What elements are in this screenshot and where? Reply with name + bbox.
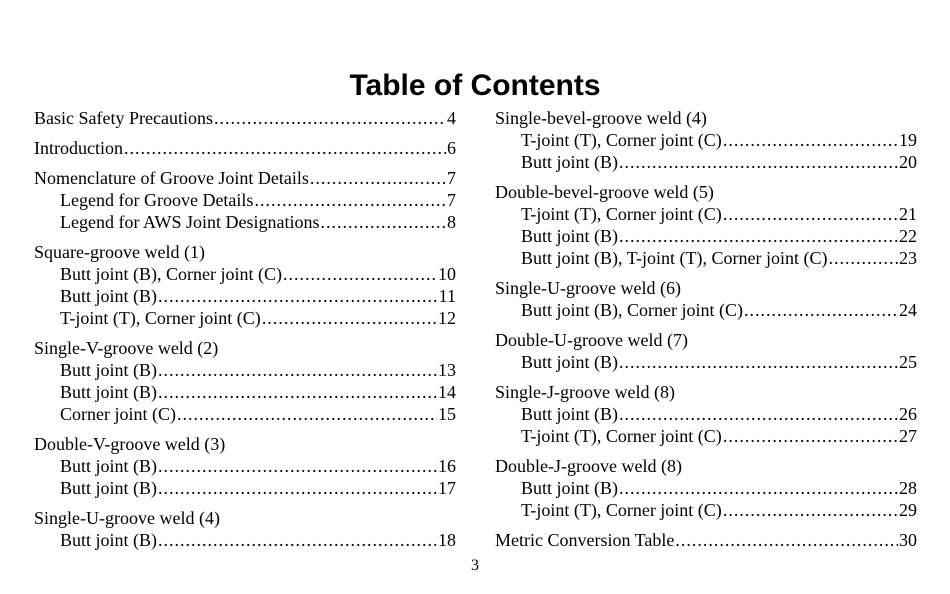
- toc-entry-label: Butt joint (B): [60, 360, 158, 380]
- toc-entry-label: Double-V-groove weld (3): [34, 434, 226, 454]
- dot-leader: [828, 247, 898, 269]
- toc-entry-page: 6: [447, 138, 456, 158]
- toc-entry-page: 14: [438, 382, 456, 402]
- toc-entry-page: 28: [899, 478, 917, 498]
- toc-entry[interactable]: [34, 359, 456, 381]
- dot-leader: [158, 455, 437, 477]
- toc-entry-page: 25: [899, 352, 917, 372]
- dot-leader: [310, 167, 446, 189]
- toc-entry-page: 13: [438, 360, 456, 380]
- toc-entry[interactable]: [34, 529, 456, 551]
- toc-section-heading: [495, 329, 917, 351]
- toc-section-heading: [495, 181, 917, 203]
- toc-entry-page: 16: [438, 456, 456, 476]
- toc-entry-page: 27: [899, 426, 917, 446]
- toc-section-heading: [34, 433, 456, 455]
- toc-entry-label: Butt joint (B): [521, 352, 619, 372]
- dot-leader: [619, 403, 898, 425]
- page-number: 3: [471, 557, 479, 574]
- toc-entry-page: 7: [447, 190, 456, 210]
- dot-leader: [744, 299, 898, 321]
- toc-section-heading: [495, 381, 917, 403]
- toc-entry-label: Legend for Groove Details: [60, 190, 254, 210]
- toc-entry-page: 19: [899, 130, 917, 150]
- toc-entry[interactable]: [34, 211, 456, 233]
- toc-entry-label: Double-J-groove weld (8): [495, 456, 682, 476]
- dot-leader: [177, 403, 437, 425]
- toc-entry-label: Butt joint (B): [60, 456, 158, 476]
- toc-entry-label: Butt joint (B), T-joint (T), Corner joint (C): [521, 248, 828, 268]
- dot-leader: [723, 203, 898, 225]
- toc-entry[interactable]: [495, 529, 917, 551]
- toc-entry-label: Butt joint (B): [521, 152, 619, 172]
- toc-entry[interactable]: [34, 455, 456, 477]
- toc-entry[interactable]: [34, 381, 456, 403]
- toc-entry-label: T-joint (T), Corner joint (C): [521, 204, 722, 224]
- toc-entry-page: 12: [438, 308, 456, 328]
- toc-entry-label: Nomenclature of Groove Joint Details: [34, 168, 309, 188]
- toc-entry-page: 30: [899, 530, 917, 550]
- toc-entry-label: Butt joint (B): [521, 404, 619, 424]
- toc-entry[interactable]: [495, 403, 917, 425]
- dot-leader: [158, 381, 437, 403]
- dot-leader: [158, 529, 437, 551]
- toc-entry-label: Corner joint (C): [60, 404, 176, 424]
- toc-entry-page: 22: [899, 226, 917, 246]
- toc-entry[interactable]: [34, 263, 456, 285]
- toc-entry[interactable]: [34, 285, 456, 307]
- toc-entry-label: Double-bevel-groove weld (5): [495, 182, 714, 202]
- toc-entry-page: 11: [438, 286, 456, 306]
- dot-leader: [158, 359, 437, 381]
- toc-entry-label: Single-J-groove weld (8): [495, 382, 675, 402]
- toc-entry-page: 26: [899, 404, 917, 424]
- toc-entry[interactable]: [34, 167, 456, 189]
- toc-entry-page: 7: [447, 168, 456, 188]
- toc-entry[interactable]: [495, 299, 917, 321]
- toc-entry-label: Butt joint (B), Corner joint (C): [60, 264, 282, 284]
- toc-entry-label: Metric Conversion Table: [495, 530, 675, 550]
- toc-entry-label: Butt joint (B): [521, 226, 619, 246]
- toc-entry-page: 20: [899, 152, 917, 172]
- dot-leader: [619, 351, 898, 373]
- toc-entry-page: 17: [438, 478, 456, 498]
- toc-entry-label: Butt joint (B): [60, 382, 158, 402]
- toc-entry[interactable]: [495, 425, 917, 447]
- toc-entry[interactable]: [495, 225, 917, 247]
- toc-section-heading: [34, 241, 456, 263]
- toc-entry-label: Butt joint (B): [60, 478, 158, 498]
- toc-entry-label: T-joint (T), Corner joint (C): [521, 426, 722, 446]
- toc-entry-page: 10: [438, 264, 456, 284]
- toc-entry-page: 18: [438, 530, 456, 550]
- toc-entry[interactable]: [495, 203, 917, 225]
- dot-leader: [262, 307, 437, 329]
- toc-section-heading: [34, 507, 456, 529]
- dot-leader: [283, 263, 437, 285]
- dot-leader: [158, 477, 437, 499]
- toc-entry[interactable]: [34, 477, 456, 499]
- toc-entry-label: Butt joint (B): [60, 530, 158, 550]
- toc-entry-label: Single-U-groove weld (4): [34, 508, 220, 528]
- toc-entry[interactable]: [495, 129, 917, 151]
- toc-entry-label: Butt joint (B): [521, 478, 619, 498]
- toc-section-heading: [495, 455, 917, 477]
- toc-entry-label: T-joint (T), Corner joint (C): [521, 130, 722, 150]
- dot-leader: [723, 425, 898, 447]
- toc-entry-label: Butt joint (B): [60, 286, 158, 306]
- toc-entry[interactable]: [495, 151, 917, 173]
- toc-entry-page: 24: [899, 300, 917, 320]
- page-title: Table of Contents: [349, 69, 601, 102]
- dot-leader: [254, 189, 446, 211]
- dot-leader: [619, 477, 898, 499]
- toc-section-heading: [495, 277, 917, 299]
- toc-entry-label: Legend for AWS Joint Designations: [60, 212, 320, 232]
- toc-section-heading: [34, 337, 456, 359]
- toc-entry-label: T-joint (T), Corner joint (C): [521, 500, 722, 520]
- dot-leader: [158, 285, 438, 307]
- dot-leader: [124, 137, 446, 159]
- toc-entry-label: Single-V-groove weld (2): [34, 338, 219, 358]
- toc-entry[interactable]: [34, 137, 456, 159]
- toc-right-column: [495, 107, 917, 551]
- toc-entry[interactable]: [495, 477, 917, 499]
- toc-entry-page: 29: [899, 500, 917, 520]
- toc-entry[interactable]: [495, 247, 917, 269]
- toc-entry-label: Single-bevel-groove weld (4): [495, 108, 707, 128]
- toc-section-heading: [495, 107, 917, 129]
- toc-entry[interactable]: [34, 403, 456, 425]
- dot-leader: [214, 107, 446, 129]
- toc-entry-label: Basic Safety Precautions: [34, 108, 213, 128]
- toc-entry-page: 15: [438, 404, 456, 424]
- toc-entry-label: Single-U-groove weld (6): [495, 278, 681, 298]
- toc-entry-label: Introduction: [34, 138, 123, 158]
- toc-left-column: [34, 107, 456, 551]
- toc-entry-page: 23: [899, 248, 917, 268]
- dot-leader: [321, 211, 446, 233]
- toc-entry[interactable]: [495, 351, 917, 373]
- dot-leader: [675, 529, 898, 551]
- toc-entry[interactable]: [495, 499, 917, 521]
- toc-entry-label: Double-U-groove weld (7): [495, 330, 688, 350]
- toc-entry-label: Square-groove weld (1): [34, 242, 205, 262]
- toc-entry[interactable]: [34, 307, 456, 329]
- toc-entry-page: 4: [447, 108, 456, 128]
- dot-leader: [619, 225, 898, 247]
- dot-leader: [619, 151, 898, 173]
- toc-entry[interactable]: [34, 189, 456, 211]
- dot-leader: [723, 499, 898, 521]
- dot-leader: [723, 129, 898, 151]
- toc-entry[interactable]: [34, 107, 456, 129]
- toc-entry-page: 21: [899, 204, 917, 224]
- toc-entry-label: Butt joint (B), Corner joint (C): [521, 300, 743, 320]
- toc-entry-label: T-joint (T), Corner joint (C): [60, 308, 261, 328]
- toc-entry-page: 8: [447, 212, 456, 232]
